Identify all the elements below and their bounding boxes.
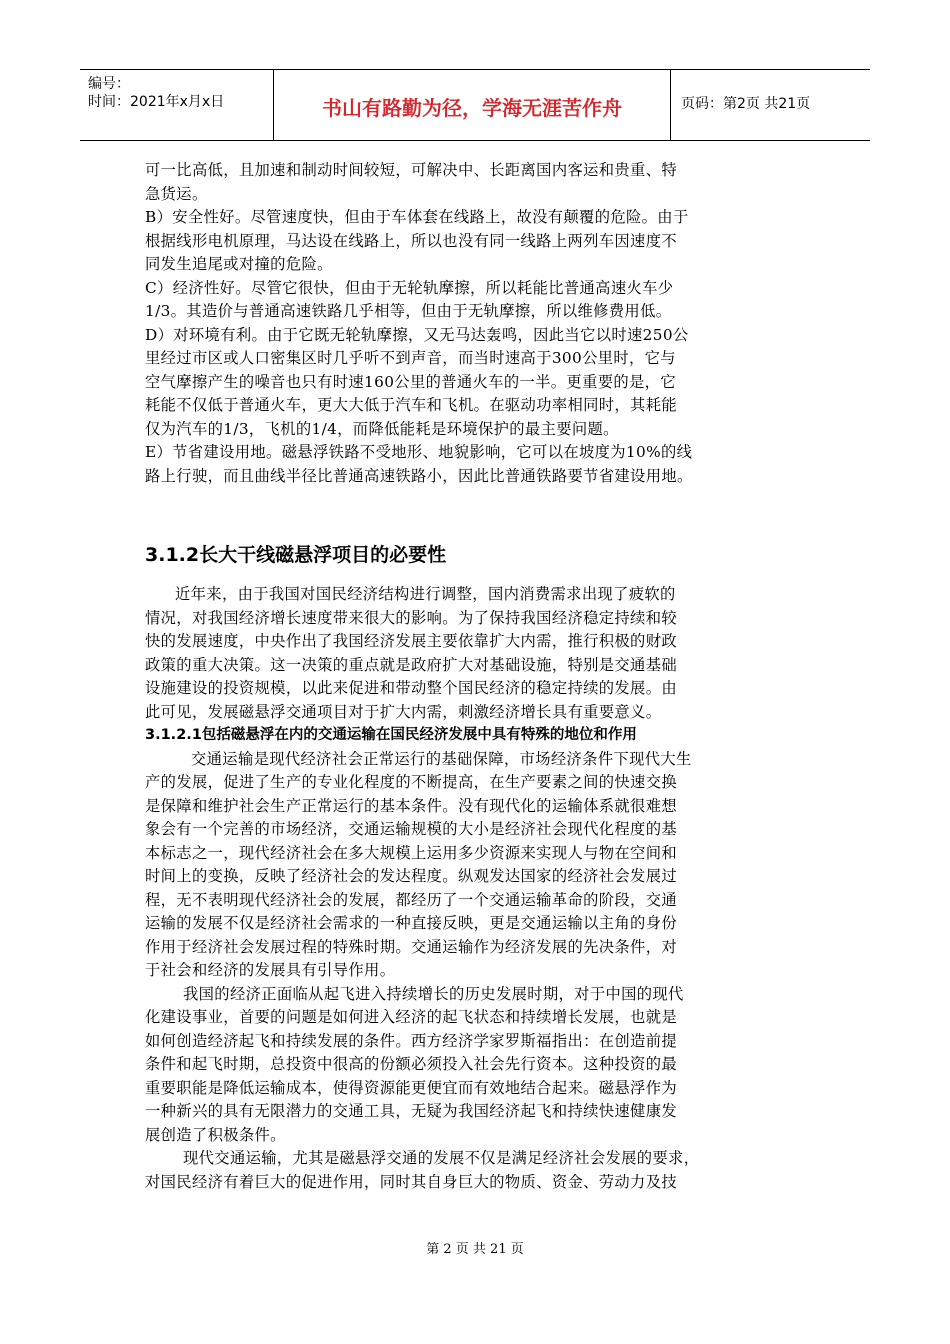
text-line: B）安全性好。尽管速度快，但由于车体套在线路上，故没有颠覆的危险。由于 (145, 208, 689, 226)
section-heading-3-1-2: 3.1.2长大干线磁悬浮项目的必要性 (145, 544, 447, 566)
doc-number-label: 编号： (88, 76, 130, 92)
text-line: 作用于经济社会发展过程的特殊时期。交通运输作为经济发展的先决条件，对 (145, 937, 677, 956)
text-line: 同发生追尾或对撞的危险。 (145, 255, 333, 273)
header-motto: 书山有路勤为径，学海无涯苦作舟 (322, 96, 622, 120)
doc-date-label: 时间：2021年x月x日 (88, 94, 225, 110)
page-footer: 第 2 页 共 21 页 (426, 1242, 524, 1257)
text-line: 快的发展速度，中央作出了我国经济发展主要依靠扩大内需，推行积极的财政 (145, 632, 677, 650)
subsection-heading-3-1-2-1: 3.1.2.1包括磁悬浮在内的交通运输在国民经济发展中具有特殊的地位和作用 (145, 727, 637, 743)
text-line: 对国民经济有着巨大的促进作用，同时其自身巨大的物质、资金、劳动力及技 (145, 1172, 677, 1191)
text-line: 仅为汽车的1/3，飞机的1/4，而降低能耗是环境保护的最主要问题。 (145, 419, 619, 438)
text-line: 交通运输是现代经济社会正常运行的基础保障，市场经济条件下现代大生 (191, 749, 692, 768)
text-line: 情况，对我国经济增长速度带来很大的影响。为了保持我国经济稳定持续和较 (145, 608, 677, 627)
text-line: 政策的重大决策。这一决策的重点就是政府扩大对基础设施，特别是交通基础 (145, 655, 677, 674)
text-line: 程，无不表明现代经济社会的发展，都经历了一个交通运输革命的阶段，交通 (145, 890, 677, 909)
text-line: 化建设事业，首要的问题是如何进入经济的起飞状态和持续增长发展，也就是 (145, 1008, 677, 1026)
text-line: 空气摩擦产生的噪音也只有时速160公里的普通火车的一半。更重要的是，它 (145, 372, 676, 391)
text-line: C）经济性好。尽管它很快，但由于无轮轨摩擦，所以耗能比普通高速火车少 (145, 278, 674, 297)
text-line: 路上行驶，而且曲线半径比普通高速铁路小，因此比普通铁路要节省建设用地。 (145, 466, 693, 485)
page-header (80, 69, 870, 141)
text-line: 象会有一个完善的市场经济，交通运输规模的大小是经济社会现代化程度的基 (145, 820, 677, 838)
text-line: 如何创造经济起飞和持续发展的条件。西方经济学家罗斯福指出：在创造前提 (145, 1031, 677, 1050)
text-line: 急货运。 (145, 184, 208, 203)
text-line: 现代交通运输，尤其是磁悬浮交通的发展不仅是满足经济社会发展的要求， (183, 1149, 700, 1167)
text-line: 耗能不仅低于普通火车，更大大低于汽车和飞机。在驱动功率相同时，其耗能 (145, 396, 677, 414)
text-line: 我国的经济正面临从起飞进入持续增长的历史发展时期，对于中国的现代 (183, 984, 684, 1003)
header-motto-cell (274, 70, 671, 140)
text-line: 于社会和经济的发展具有引导作用。 (145, 961, 396, 979)
text-line: 根据线形电机原理，马达设在线路上，所以也没有同一线路上两列车因速度不 (145, 231, 677, 250)
text-line: D）对环境有利。由于它既无轮轨摩擦，又无马达轰鸣，因此当它以时速250公 (145, 325, 689, 344)
header-page-cell (671, 70, 870, 140)
text-line: 一种新兴的具有无限潜力的交通工具，无疑为我国经济起飞和持续快速健康发 (145, 1102, 677, 1120)
page-code: 页码：第2页 共21页 (681, 96, 811, 112)
text-line: 运输的发展不仅是经济社会需求的一种直接反映，更是交通运输以主角的身份 (145, 914, 677, 932)
text-line: 展创造了积极条件。 (145, 1125, 286, 1144)
text-line: 1/3。其造价与普通高速铁路几乎相等，但由于无轨摩擦，所以维修费用低。 (145, 302, 672, 320)
text-line: 里经过市区或人口密集区时几乎听不到声音，而当时速高于300公里时，它与 (145, 349, 676, 367)
text-line: 是保障和维护社会生产正常运行的基本条件。没有现代化的运输体系就很难想 (145, 796, 677, 815)
text-line: 产的发展，促进了生产的专业化程度的不断提高，在生产要素之间的快速交换 (145, 773, 677, 791)
text-line: 本标志之一，现代经济社会在多大规模上运用多少资源来实现人与物在空间和 (145, 843, 677, 862)
text-line: 此可见，发展磁悬浮交通项目对于扩大内需，刺激经济增长具有重要意义。 (145, 702, 662, 721)
text-line: 可一比高低，且加速和制动时间较短，可解决中、长距离国内客运和贵重、特 (145, 161, 677, 179)
text-line: E）节省建设用地。磁悬浮铁路不受地形、地貌影响，它可以在坡度为10%的线 (145, 443, 693, 461)
header-meta-cell (80, 70, 274, 140)
text-line: 重要职能是降低运输成本，使得资源能更便宜而有效地结合起来。磁悬浮作为 (145, 1078, 677, 1097)
text-line: 近年来，由于我国对国民经济结构进行调整，国内消费需求出现了疲软的 (175, 585, 676, 603)
section-advantages (145, 159, 807, 488)
text-line: 设施建设的投资规模，以此来促进和带动整个国民经济的稳定持续的发展。由 (145, 679, 677, 697)
text-line: 条件和起飞时期，总投资中很高的份额必须投入社会先行资本。这种投资的最 (145, 1055, 677, 1073)
section-necessity (145, 583, 807, 1194)
text-line: 时间上的变换，反映了经济社会的发达程度。纵观发达国家的经济社会发展过 (145, 867, 677, 885)
